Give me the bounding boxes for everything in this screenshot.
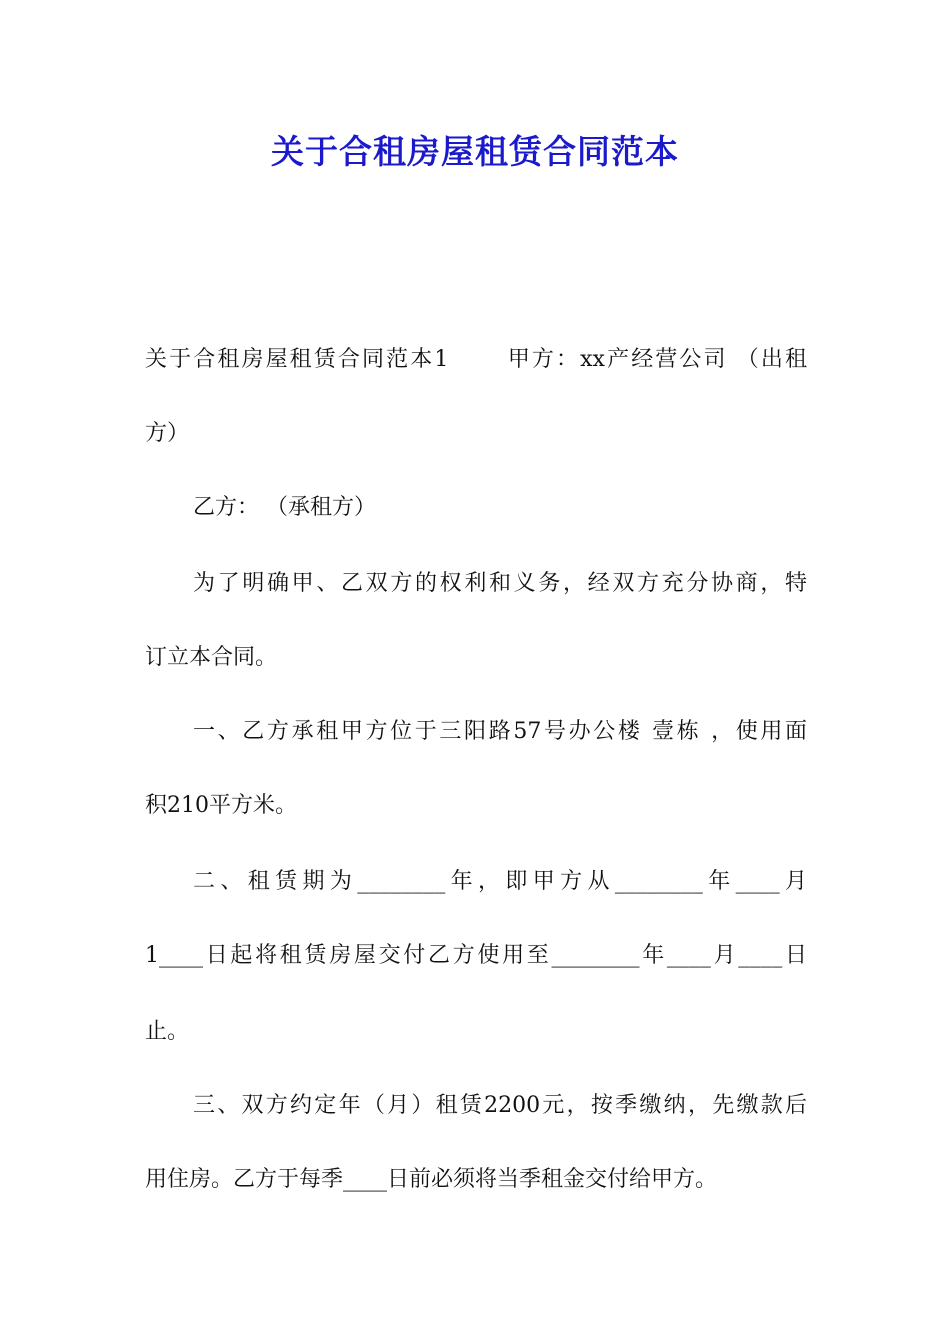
clause-three-line: 三、双方约定年（月）租赁2200元，按季缴纳，先缴款后 xyxy=(193,1093,807,1118)
clause-one-line-continued: 积210平方米。 xyxy=(145,793,297,818)
clause-three-line-continued: 用住房。乙方于每季____日前必须将当季租金交付给甲方。 xyxy=(145,1167,718,1192)
purpose-paragraph-line-continued: 订立本合同。 xyxy=(145,645,278,670)
clause-two-line-continued: 1____日起将租赁房屋交付乙方使用至________年____月____日 xyxy=(145,943,807,968)
contract-intro-line: 关于合租房屋租赁合同范本1 甲方：xx产经营公司 （出租 xyxy=(145,347,807,372)
party-b-line: 乙方： （承租方） xyxy=(193,495,376,520)
contract-intro-line-continued: 方） xyxy=(145,421,190,446)
purpose-paragraph-line: 为了明确甲、乙双方的权利和义务，经双方充分协商，特 xyxy=(193,571,807,596)
document-title: 关于合租房屋租赁合同范本 xyxy=(271,132,679,171)
clause-one-line: 一、乙方承租甲方位于三阳路57号办公楼 壹栋 ，使用面 xyxy=(193,719,807,744)
clause-two-line: 二、租赁期为________年，即甲方从________年____月 xyxy=(193,869,807,894)
clause-two-line-end: 止。 xyxy=(145,1019,190,1044)
